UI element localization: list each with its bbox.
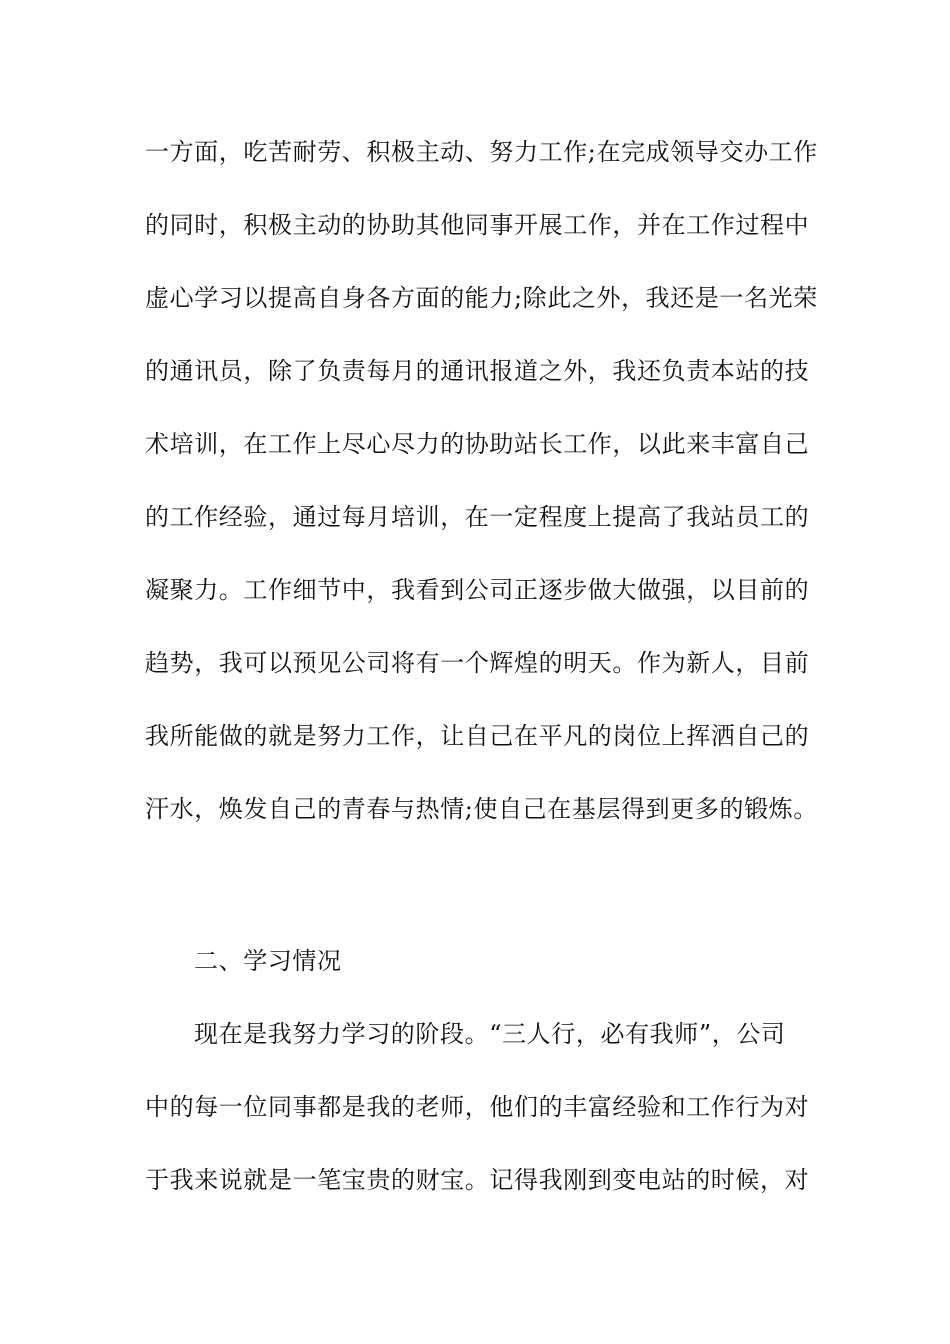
paragraph-line: 的工作经验，通过每月培训，在一定程度上提高了我站员工的 <box>145 503 810 531</box>
paragraph-line: 趋势，我可以预见公司将有一个辉煌的明天。作为新人，目前 <box>145 649 810 677</box>
paragraph-line: 一方面，吃苦耐劳、积极主动、努力工作;在完成领导交办工作 <box>145 138 818 166</box>
paragraph-line: 的通讯员，除了负责每月的通讯报道之外，我还负责本站的技 <box>145 357 810 385</box>
paragraph-line: 于我来说就是一笔宝贵的财宝。记得我刚到变电站的时候，对 <box>145 1166 810 1194</box>
paragraph-line: 我所能做的就是努力工作，让自己在平凡的岗位上挥洒自己的 <box>145 722 810 750</box>
paragraph-line: 虚心学习以提高自身各方面的能力;除此之外，我还是一名光荣 <box>145 284 818 312</box>
paragraph-line: 凝聚力。工作细节中，我看到公司正逐步做大做强，以目前的 <box>145 576 810 604</box>
paragraph-line: 汗水，焕发自己的青春与热情;使自己在基层得到更多的锻炼。 <box>145 795 818 823</box>
paragraph-line: 术培训，在工作上尽心尽力的协助站长工作，以此来丰富自己 <box>145 430 810 458</box>
paragraph-line: 现在是我努力学习的阶段。“三人行，必有我师”，公司 <box>194 1020 786 1048</box>
section-heading: 二、学习情况 <box>194 947 342 975</box>
paragraph-line: 中的每一位同事都是我的老师，他们的丰富经验和工作行为对 <box>145 1093 810 1121</box>
paragraph-line: 的同时，积极主动的协助其他同事开展工作，并在工作过程中 <box>145 211 810 239</box>
